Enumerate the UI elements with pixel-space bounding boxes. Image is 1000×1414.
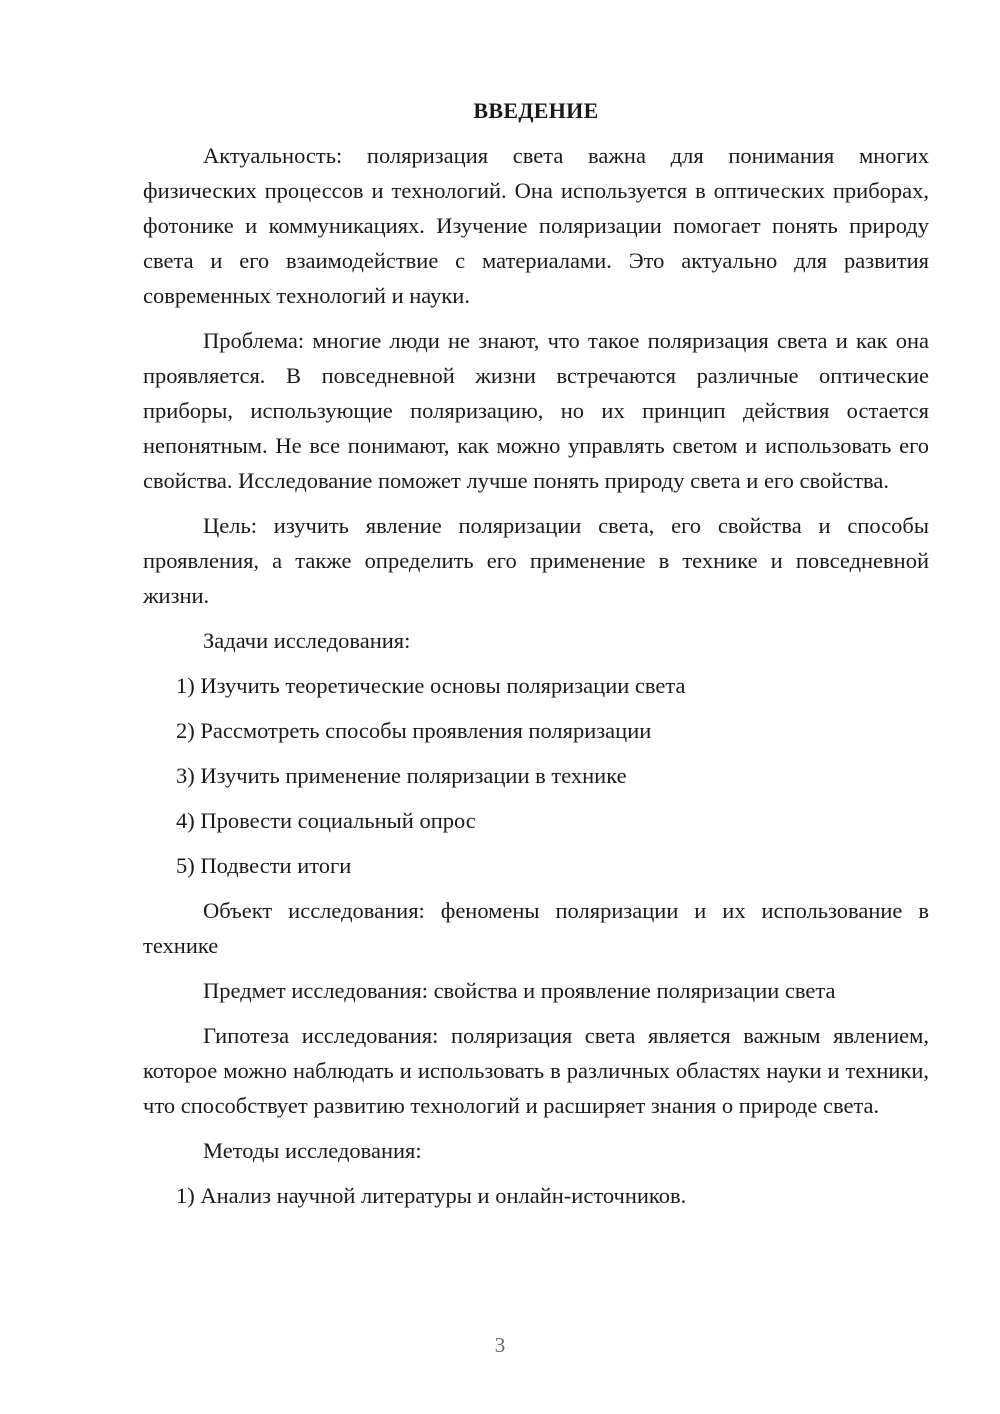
task-item: 2) Рассмотреть способы проявления поляризации (176, 718, 652, 743)
tasks-list (143, 668, 929, 883)
relevance-paragraph: Актуальность: поляризация света важна для понимания многих физических процессов и технологий. Она используется в оптических приборах, фотонике и коммуникациях. Изучение поляризации помогает понять природу света и его взаимодействие с материалами. Это актуально для развития современных технологий и науки. (143, 143, 929, 308)
task-item: 4) Провести социальный опрос (176, 808, 476, 833)
task-item: 1) Изучить теоретические основы поляризации света (176, 673, 686, 698)
task-item: 3) Изучить применение поляризации в технике (176, 763, 627, 788)
problem-paragraph: Проблема: многие люди не знают, что такое поляризация света и как она проявляется. В повседневной жизни встречаются различные оптические приборы, использующие поляризацию, но их принцип действия остается непонятным. Не все понимают, как можно управлять светом и использовать его свойства. Исследование поможет лучше понять природу света и его свойства. (143, 328, 929, 493)
goal-paragraph: Цель: изучить явление поляризации света, его свойства и способы проявления, а также определить его применение в технике и повседневной жизни. (143, 513, 929, 608)
page-content (143, 96, 929, 1223)
task-item: 5) Подвести итоги (176, 853, 352, 878)
tasks-heading: Задачи исследования: (203, 628, 411, 653)
method-item: 1) Анализ научной литературы и онлайн-источников. (176, 1183, 687, 1208)
object-paragraph: Объект исследования: феномены поляризации и их использование в технике (143, 898, 929, 958)
subject-paragraph: Предмет исследования: свойства и проявление поляризации света (203, 978, 836, 1003)
page-title: ВВЕДЕНИЕ (473, 98, 599, 123)
page-number: 3 (494, 1333, 506, 1357)
hypothesis-paragraph: Гипотеза исследования: поляризация света является важным явлением, которое можно наблюдать и использовать в различных областях науки и техники, что способствует развитию технологий и расширяет знания о природе света. (143, 1023, 929, 1118)
methods-list (143, 1178, 929, 1213)
methods-heading: Методы исследования: (203, 1138, 422, 1163)
